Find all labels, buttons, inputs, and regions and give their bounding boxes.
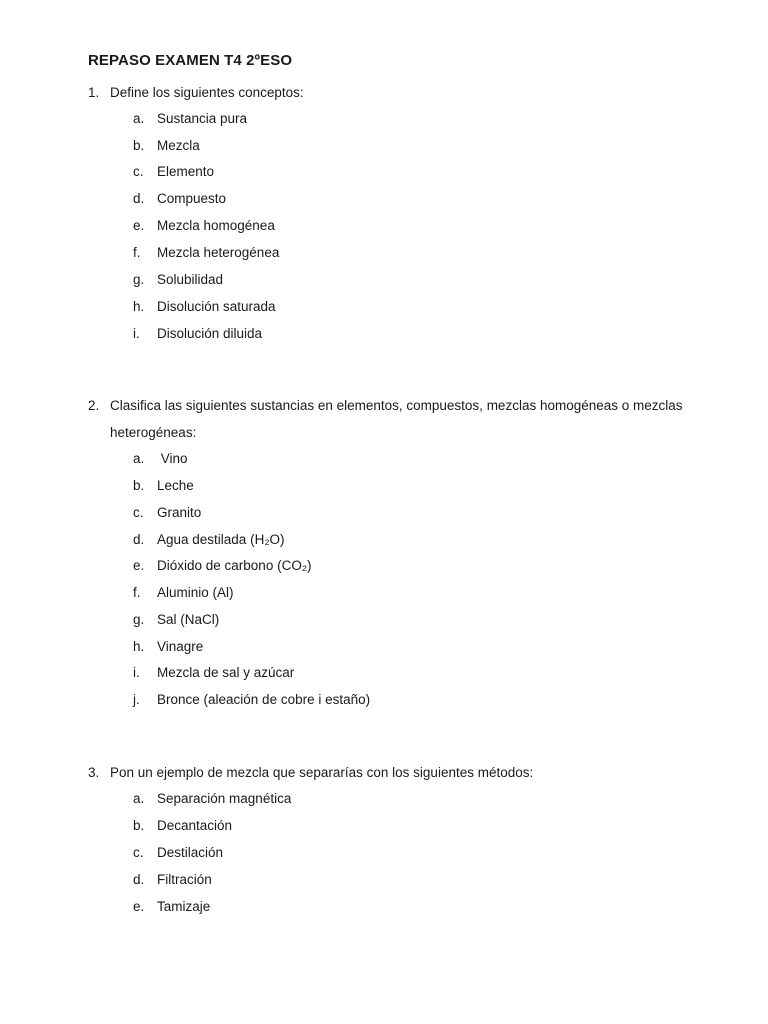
list-item-letter: b.	[133, 818, 145, 833]
list-item-letter: e.	[133, 558, 145, 573]
list-item-text: Filtración	[157, 872, 212, 887]
list-item-letter: e.	[133, 218, 145, 233]
list-item-letter: e.	[133, 899, 145, 914]
question-2-text-line-2: heterogéneas:	[110, 425, 197, 440]
list-item-text: Aluminio (Al)	[157, 585, 234, 600]
list-item-letter: c.	[133, 505, 144, 520]
list-item-text: Destilación	[157, 845, 224, 860]
list-item-letter: i.	[133, 665, 140, 680]
list-item-text: Leche	[157, 478, 194, 493]
list-item-text: Disolución diluida	[157, 326, 263, 341]
page-title: REPASO EXAMEN T4 2ºESO	[88, 52, 293, 69]
list-item-letter: a.	[133, 791, 145, 806]
list-item-letter: g.	[133, 612, 145, 627]
question-2-text-line-1: Clasifica las siguientes sustancias en elementos, compuestos, mezclas homogéneas o mezclas	[110, 398, 683, 413]
list-item-letter: a.	[133, 111, 145, 126]
list-item-letter: g.	[133, 272, 145, 287]
list-item-text: Granito	[157, 505, 202, 520]
list-item-text: Dióxido de carbono (CO₂)	[157, 558, 312, 573]
question-1-text: Define los siguientes conceptos:	[110, 85, 304, 100]
list-item-letter: h.	[133, 299, 145, 314]
list-item-letter: j.	[133, 692, 140, 707]
list-item-text: Compuesto	[157, 191, 227, 206]
list-item-text: Mezcla	[157, 138, 200, 153]
list-item-letter: f.	[133, 245, 141, 260]
list-item-letter: i.	[133, 326, 140, 341]
list-item-text: Elemento	[157, 164, 215, 179]
question-3-text: Pon un ejemplo de mezcla que separarías con los siguientes métodos:	[110, 765, 534, 780]
list-item-letter: b.	[133, 478, 145, 493]
list-item-text: Tamizaje	[157, 899, 211, 914]
list-item-letter: d.	[133, 872, 145, 887]
list-item-text: Vinagre	[157, 639, 204, 654]
list-item-letter: a.	[133, 451, 145, 466]
question-2-number: 2.	[88, 398, 100, 413]
list-item-text: Separación magnética	[157, 791, 292, 806]
list-item-letter: d.	[133, 191, 145, 206]
list-item-text: Mezcla homogénea	[157, 218, 275, 233]
list-item-text: Solubilidad	[157, 272, 224, 287]
list-item-text: Agua destilada (H₂O)	[157, 532, 285, 547]
list-item-text: Sustancia pura	[157, 111, 248, 126]
list-item-letter: f.	[133, 585, 141, 600]
list-item-text: Mezcla de sal y azúcar	[157, 665, 295, 680]
question-3-number: 3.	[88, 765, 100, 780]
list-item-text: Mezcla heterogénea	[157, 245, 280, 260]
list-item-text: Vino	[157, 451, 188, 466]
list-item-text: Decantación	[157, 818, 233, 833]
list-item-text: Disolución saturada	[157, 299, 276, 314]
list-item-letter: c.	[133, 845, 144, 860]
list-item-letter: h.	[133, 639, 145, 654]
list-item-text: Bronce (aleación de cobre i estaño)	[157, 692, 371, 707]
list-item-letter: d.	[133, 532, 145, 547]
question-1-number: 1.	[88, 85, 100, 100]
list-item-letter: b.	[133, 138, 145, 153]
list-item-letter: c.	[133, 164, 144, 179]
list-item-text: Sal (NaCl)	[157, 612, 220, 627]
